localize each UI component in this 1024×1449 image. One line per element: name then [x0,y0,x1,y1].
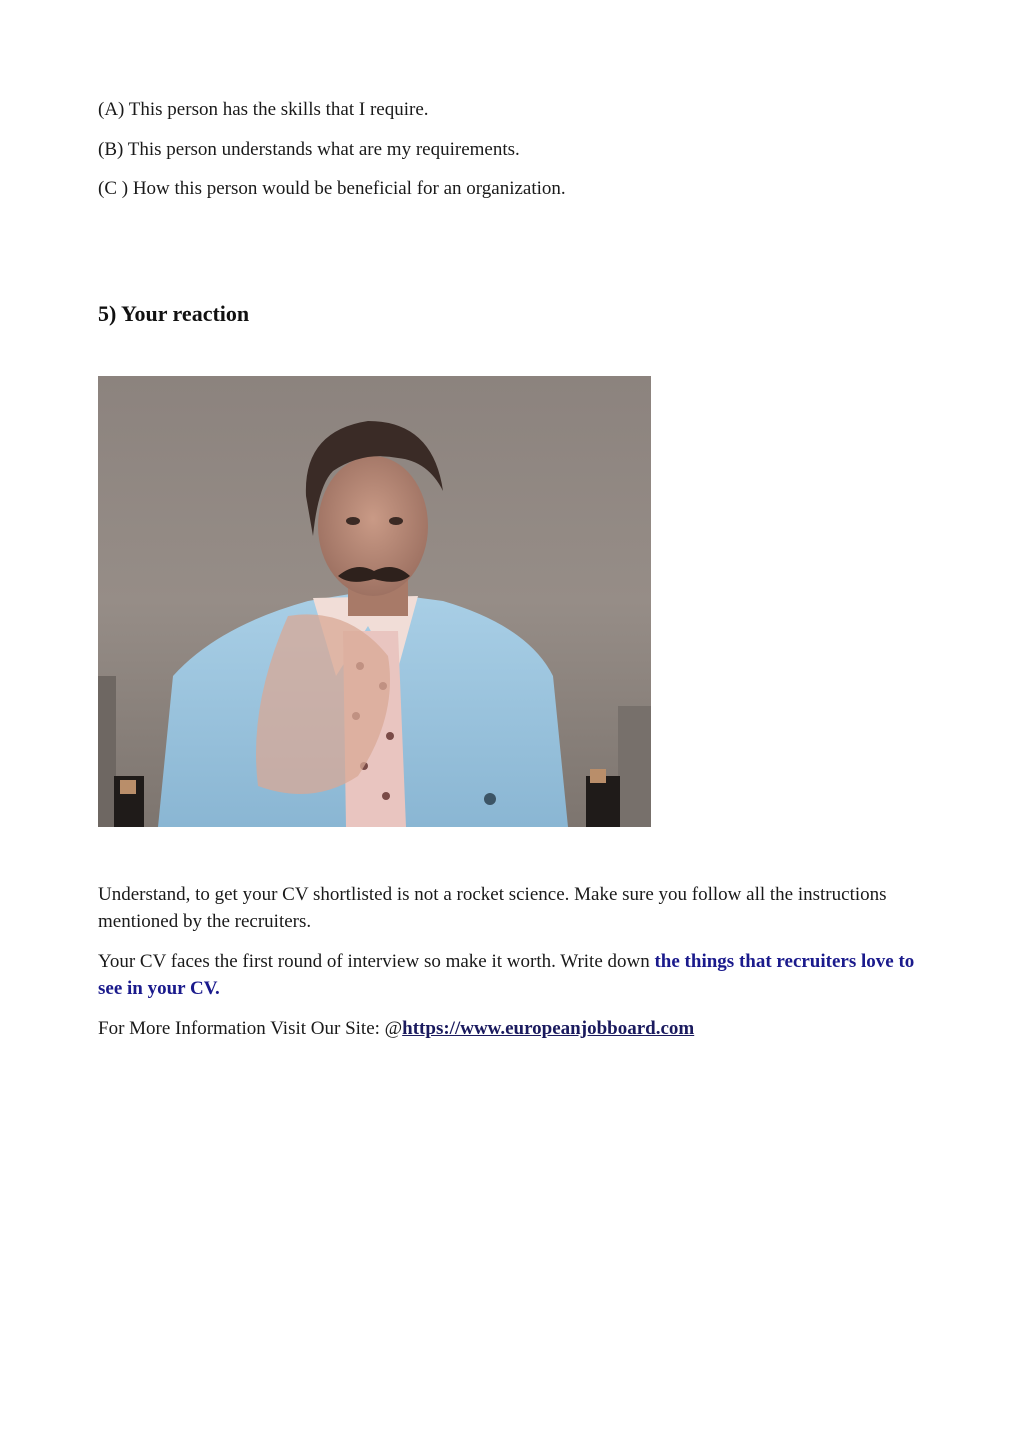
paragraph-cv-period: . [215,978,220,999]
list-item-b: (B) This person understands what are my requirements. [98,139,520,160]
paragraph-cv-interview [98,948,928,1002]
list-item-a: (A) This person has the skills that I require. [98,99,429,120]
reaction-illustration [98,376,651,827]
paragraph-more-info [98,1015,928,1042]
paragraph-shortlist: Understand, to get your CV shortlisted is not a rocket science. Make sure you follow all the instructions mentioned by the recruiters. [98,884,887,932]
section-heading: 5) Your reaction [98,301,250,326]
paragraph-cv-text: Your CV faces the first round of interview so make it worth. Write down [98,951,655,972]
site-url-link[interactable]: https://www.europeanjobboard.com [402,1018,695,1039]
list-item-c: (C ) How this person would be beneficial for an organization. [98,178,566,199]
more-info-text: For More Information Visit Our Site: @ [98,1018,403,1039]
reaction-gif-image [98,376,651,827]
recruiters-love-link[interactable]: the things that recruiters love to see in your CV [98,951,915,999]
